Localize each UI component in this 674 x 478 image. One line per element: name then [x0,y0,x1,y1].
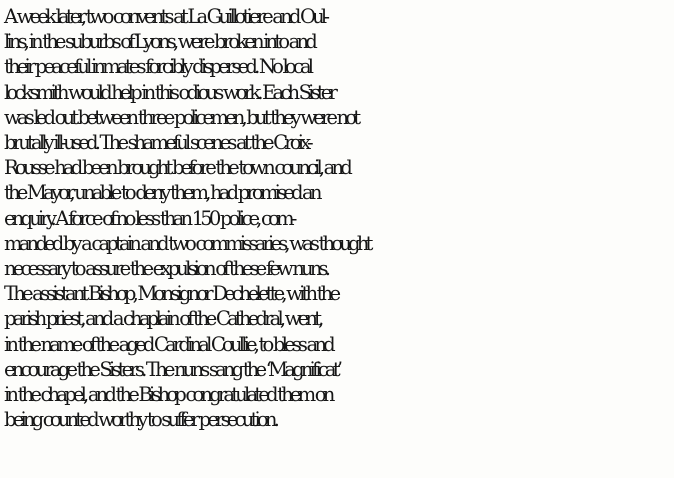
text-line: parish priest, and a chaplain of the Cathedral, went, [4,307,321,331]
text-line: locksmith would help in this odious work. Each Sister [4,80,335,104]
text-line: the Mayor, unable to deny them, had promised an [4,181,319,205]
text-line: manded by a captain and two commissaries, was thought [4,231,370,255]
text-line: being counted worthy to suffer persecution. [4,408,277,432]
text-line: lins, in the suburbs of Lyons, were broken into and [4,30,314,54]
text-line: their peaceful inmates forcibly dispersed. No local [4,55,311,79]
text-line: The assistant Bishop, Monsignor Dechelette, with the [4,282,338,306]
text-line: in the name of the aged Cardinal Coullie, to bless and [4,332,332,356]
text-line: was led out between three policemen, but they were not [4,105,358,129]
text-line: A week later, two convents at La Guillotiere and Oul- [4,5,327,28]
text-line: necessary to assure the expulsion of these few nuns. [4,257,328,281]
text-line: in the chapel, and the Bishop congratulated them on [4,383,332,407]
text-line: encourage the Sisters. The nuns sang the ‘Magnificat’ [4,357,340,381]
text-line: enquiry. A force of no less than 150 police, com- [4,206,294,230]
text-line: Rousse had been brought before the town council, and [4,156,349,180]
body-paragraph [4,4,674,432]
text-line: brutally ill-used. The shameful scenes at the Croix- [4,131,310,155]
